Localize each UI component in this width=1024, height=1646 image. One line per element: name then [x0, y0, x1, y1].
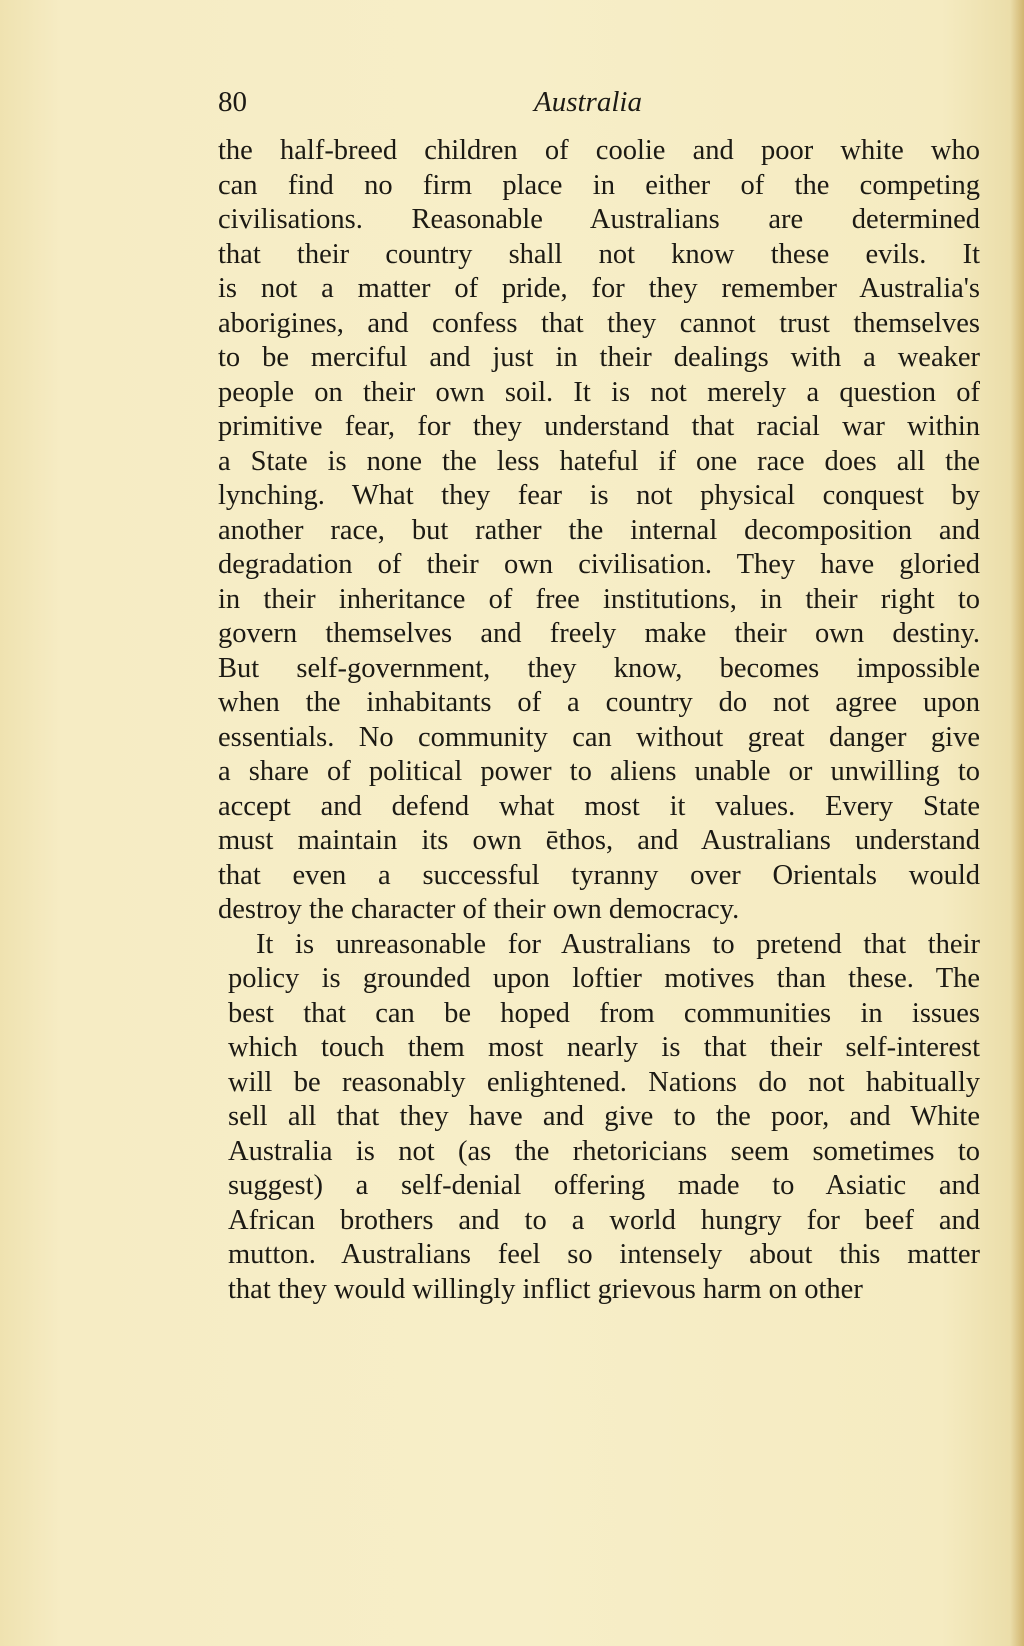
text-line: African brothers and to a world hungry for beef and	[228, 1204, 980, 1236]
text-line: that they would willingly inflict grievous harm on other	[228, 1273, 863, 1305]
text-line: mutton. Australians feel so intensely about this matter	[228, 1239, 980, 1270]
text-line: another race, but rather the internal decomposition and	[218, 514, 980, 546]
text-line: lynching. What they fear is not physical conquest by	[218, 480, 980, 511]
text-line: in their inheritance of free institutions, in their right to	[218, 583, 980, 615]
text-line: It is unreasonable for Australians to pretend that their	[256, 928, 980, 960]
text-line: can find no firm place in either of the competing	[218, 169, 980, 201]
text-line: when the inhabitants of a country do not agree upon	[218, 687, 980, 718]
text-line: sell all that they have and give to the poor, and White	[228, 1101, 980, 1132]
text-line: will be reasonably enlightened. Nations do not habitually	[228, 1066, 980, 1098]
text-line: a share of political power to aliens unable or unwilling to	[218, 756, 980, 787]
paragraph-2	[218, 928, 980, 1308]
text-line: degradation of their own civilisation. They have gloried	[218, 549, 980, 580]
text-line: primitive fear, for they understand that racial war within	[218, 411, 980, 442]
text-line: that even a successful tyranny over Orientals would	[218, 859, 980, 891]
text-line: suggest) a self-denial offering made to Asiatic and	[228, 1170, 980, 1201]
page-header	[218, 86, 978, 126]
text-line: a State is none the less hateful if one race does all the	[218, 445, 980, 477]
text-line: best that can be hoped from communities in issues	[228, 997, 980, 1029]
text-line: govern themselves and freely make their own destiny.	[218, 618, 980, 649]
text-line: aborigines, and confess that they cannot trust themselves	[218, 307, 980, 339]
text-line: people on their own soil. It is not merely a question of	[218, 376, 980, 408]
page-number: 80	[218, 86, 247, 118]
page-edge-shadow	[1010, 0, 1024, 1646]
text-line: civilisations. Reasonable Australians are determined	[218, 204, 980, 235]
text-line: But self-government, they know, becomes impossible	[218, 652, 980, 684]
text-line: which touch them most nearly is that their self-interest	[228, 1032, 980, 1063]
paragraph-1	[218, 134, 980, 928]
text-line: must maintain its own ēthos, and Australians understand	[218, 825, 980, 856]
text-line: accept and defend what most it values. Every State	[218, 790, 980, 822]
text-line: policy is grounded upon loftier motives than these. The	[228, 963, 980, 994]
text-line: essentials. No community can without great danger give	[218, 721, 980, 753]
text-line: to be merciful and just in their dealings with a weaker	[218, 342, 980, 373]
text-line: the half-breed children of coolie and poor white who	[218, 135, 980, 166]
text-line: is not a matter of pride, for they remember Australia's	[218, 273, 980, 304]
running-head: Australia	[534, 86, 642, 118]
text-line: Australia is not (as the rhetoricians seem sometimes to	[228, 1135, 980, 1167]
text-line: destroy the character of their own democracy.	[218, 894, 740, 925]
text-line: that their country shall not know these evils. It	[218, 238, 980, 270]
page-body	[218, 134, 980, 1307]
